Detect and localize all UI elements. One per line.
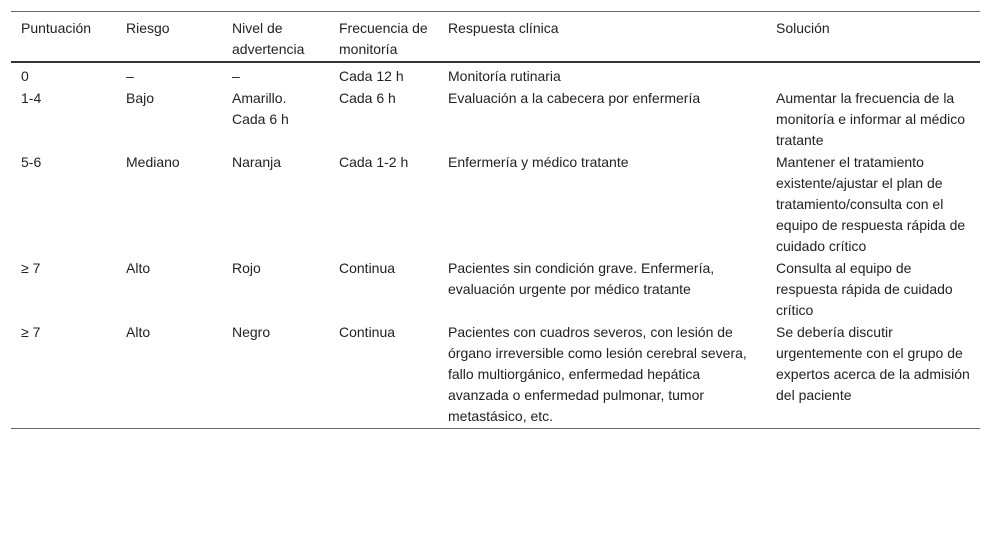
cell-score: 1-4 <box>21 90 42 106</box>
cell-clinical-response: Monitoría rutinaria <box>448 68 561 84</box>
header-solucion: Solución <box>776 20 830 36</box>
early-warning-score-table <box>11 11 980 429</box>
header-riesgo: Riesgo <box>126 20 170 36</box>
table-header-row <box>11 12 980 63</box>
table-row <box>11 152 980 258</box>
cell-clinical-response: Pacientes sin condición grave. Enfermería, evaluación urgente por médico tratante <box>448 260 715 297</box>
cell-risk: – <box>126 68 134 84</box>
cell-score: 5-6 <box>21 154 42 170</box>
cell-solution: Aumentar la frecuencia de la monitoría e informar al médico tratante <box>776 90 966 148</box>
cell-risk: Mediano <box>126 154 180 170</box>
cell-score: ≥ 7 <box>21 260 41 276</box>
cell-warning-level: – <box>232 68 240 84</box>
cell-solution <box>766 62 980 88</box>
cell-warning-level: Amarillo. Cada 6 h <box>232 90 289 127</box>
cell-monitoring-frequency: Cada 12 h <box>339 68 404 84</box>
header-puntuacion: Puntuación <box>21 20 92 36</box>
header-frecuencia-monitoria: Frecuencia de monitoría <box>339 20 428 57</box>
cell-solution: Mantener el tratamiento existente/ajustar el plan de tratamiento/consulta con el equipo de respuesta rápida de cuidado crítico <box>776 154 966 254</box>
cell-risk: Alto <box>126 324 151 340</box>
cell-clinical-response: Enfermería y médico tratante <box>448 154 629 170</box>
cell-score: 0 <box>21 68 29 84</box>
cell-monitoring-frequency: Continua <box>339 324 396 340</box>
cell-monitoring-frequency: Cada 1-2 h <box>339 154 409 170</box>
header-nivel-advertencia: Nivel de advertencia <box>232 20 305 57</box>
scoring-table-container <box>11 11 980 429</box>
cell-risk: Bajo <box>126 90 155 106</box>
cell-solution: Consulta al equipo de respuesta rápida de cuidado crítico <box>776 260 953 318</box>
cell-monitoring-frequency: Continua <box>339 260 396 276</box>
cell-risk: Alto <box>126 260 151 276</box>
table-row <box>11 62 980 88</box>
header-respuesta-clinica: Respuesta clínica <box>448 20 559 36</box>
table-row <box>11 322 980 429</box>
table-row <box>11 88 980 152</box>
cell-solution: Se debería discutir urgentemente con el grupo de expertos acerca de la admisión del paciente <box>776 324 970 403</box>
cell-clinical-response: Pacientes con cuadros severos, con lesión de órgano irreversible como lesión cerebral severa, fallo multiorgánico, enfermedad hepática avanzada o enfermedad pulmonar, tumor metastásico, etc. <box>448 324 747 424</box>
cell-warning-level: Rojo <box>232 260 261 276</box>
cell-score: ≥ 7 <box>21 324 41 340</box>
cell-warning-level: Negro <box>232 324 271 340</box>
cell-monitoring-frequency: Cada 6 h <box>339 90 396 106</box>
cell-warning-level: Naranja <box>232 154 282 170</box>
cell-clinical-response: Evaluación a la cabecera por enfermería <box>448 90 701 106</box>
table-row <box>11 258 980 322</box>
